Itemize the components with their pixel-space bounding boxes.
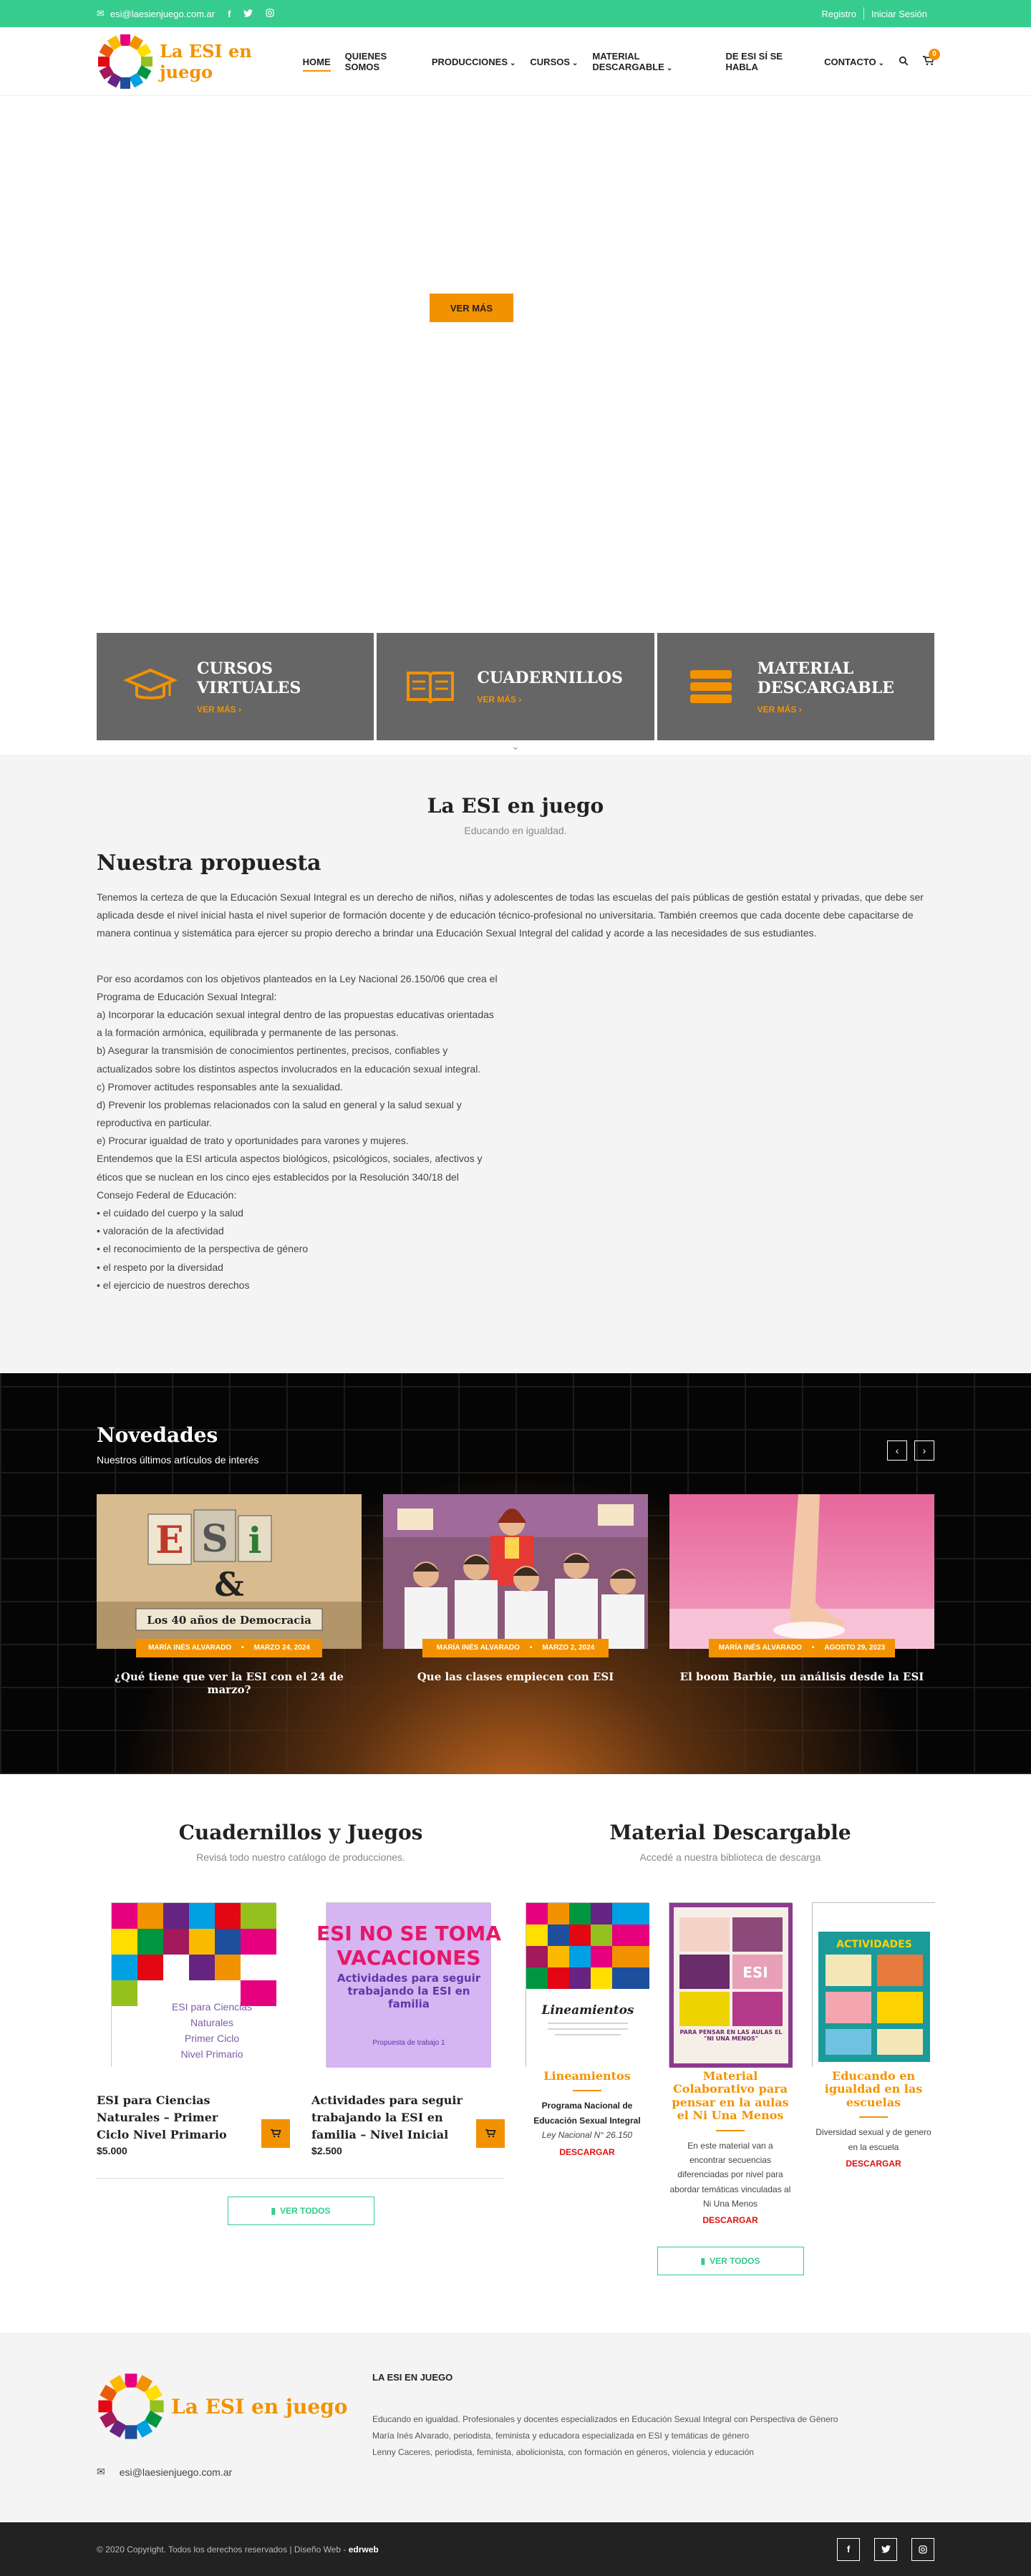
post-title[interactable]: ¿Qué tiene que ver la ESI con el 24 de marzo? <box>115 1670 344 1696</box>
puzzle-flower-logo-icon <box>97 2372 165 2441</box>
download-title[interactable]: Lineamientos <box>543 2068 631 2083</box>
search-icon[interactable] <box>899 56 909 68</box>
bullet: • <box>529 1644 533 1652</box>
hero-slider <box>0 96 1031 296</box>
footer-line: Educando en igualdad. Profesionales y docentes especializados en Educación Sexual Integral con Perspectiva de Género <box>372 2414 838 2425</box>
nav-producciones[interactable]: PRODUCCIONES ⌄ <box>431 56 516 67</box>
post-title[interactable]: Que las clases empiecen con ESI <box>417 1670 614 1683</box>
copyright-bar <box>0 2522 1031 2576</box>
divider <box>97 2178 505 2179</box>
post-title[interactable]: El boom Barbie, un análisis desde la ESI <box>679 1670 924 1683</box>
downloads-column <box>526 1821 934 2276</box>
nav-quienes-somos[interactable]: QUIENES SOMOS <box>344 51 387 72</box>
about-subtitle: Educando en igualdad. <box>464 825 567 836</box>
download-button[interactable]: DESCARGAR <box>846 2158 901 2169</box>
chevron-down-icon: ⌄ <box>878 59 884 67</box>
feature-more-link[interactable]: VER MÁS › <box>197 704 242 715</box>
shop-subtitle: Revisá todo nuestro catálogo de producciones. <box>196 1851 405 1863</box>
copyright-text: © 2020 Copyright. Todos los derechos reservados | Diseño Web - edrweb <box>97 2544 379 2555</box>
feature-more-link[interactable]: VER MÁS › <box>757 704 802 715</box>
shop-column <box>97 1821 505 2276</box>
download-button[interactable]: DESCARGAR <box>559 2146 615 2157</box>
post-image <box>97 1494 362 1649</box>
post-meta: MARÍA INÉS ALVARADO • MARZO 24, 2024 <box>136 1639 322 1657</box>
stack-icon <box>686 667 736 706</box>
feature-title: CURSOS VIRTUALES <box>197 659 301 697</box>
products-section <box>0 1774 1031 2333</box>
footer-text <box>372 2411 934 2460</box>
add-to-cart-button[interactable] <box>476 2119 505 2148</box>
download-button[interactable]: DESCARGAR <box>702 2215 758 2226</box>
footer-logo[interactable]: La ESI en juego <box>97 2372 372 2441</box>
footer-line: Lenny Caceres, periodista, feminista, abolicionista, con formación en géneros, violencia y educación <box>372 2447 754 2458</box>
nav-contacto[interactable]: CONTACTO ⌄ <box>824 56 884 67</box>
feature-title: MATERIAL DESCARGABLE <box>757 659 894 697</box>
nav-material-descargable[interactable]: MATERIAL DESCARGABLE ⌄ <box>592 51 673 72</box>
envelope-icon: ✉ <box>97 8 105 19</box>
download-image <box>526 1902 649 2067</box>
download-card[interactable] <box>669 1902 792 2226</box>
post-meta: MARÍA INÉS ALVARADO • MARZO 2, 2024 <box>422 1639 609 1657</box>
svg-text:VACACIONES: VACACIONES <box>337 1945 481 1970</box>
graduation-cap-icon <box>125 667 175 706</box>
shop-ver-todos-button[interactable]: ▮ VER TODOS <box>228 2197 374 2225</box>
footer-email[interactable]: ✉ esi@laesienjuego.com.ar <box>97 2466 233 2478</box>
next-arrow-icon[interactable]: › <box>914 1440 934 1461</box>
download-image <box>812 1902 935 2067</box>
product-image: ESI NO SE TOMA VACACIONES Actividades para seguir trabajando la ESI en familia Propuesta de trabajo 1 <box>326 1902 490 2067</box>
cart-icon <box>271 2129 281 2138</box>
news-section <box>0 1373 1031 1774</box>
list-item: Por eso acordamos con los objetivos planteados en la Ley Nacional 26.150/06 que crea el Programa de Educación Sexual Integral: <box>97 972 498 1002</box>
chevron-down-icon: ⌄ <box>666 64 673 72</box>
product-card[interactable] <box>311 1902 505 2156</box>
divider <box>859 2116 888 2118</box>
cart-icon <box>485 2129 495 2138</box>
download-description: Programa Nacional de Educación Sexual Integral Ley Nacional N° 26.150 <box>533 2101 641 2141</box>
news-card[interactable] <box>383 1494 648 1696</box>
download-title[interactable]: Material Colaborativo para pensar en la aulas el Ni Una Menos <box>672 2068 789 2123</box>
cart-count-badge: 0 <box>929 49 940 60</box>
svg-text:E: E <box>155 1518 184 1562</box>
download-image: ESI PARA PENSAR EN LAS AULAS EL "NI UNA MENOS" <box>669 1902 792 2067</box>
downloads-ver-todos-button[interactable]: ▮ VER TODOS <box>657 2247 804 2275</box>
prev-arrow-icon[interactable]: ‹ <box>887 1440 907 1461</box>
twitter-icon[interactable] <box>874 2538 897 2561</box>
svg-text:Naturales: Naturales <box>190 2016 233 2028</box>
svg-text:Nivel Primario: Nivel Primario <box>180 2048 243 2060</box>
top-email[interactable]: ✉ esi@laesienjuego.com.ar <box>97 8 216 19</box>
nav-cursos[interactable]: CURSOS ⌄ <box>530 56 579 67</box>
news-card[interactable] <box>97 1494 362 1696</box>
downloads-title: Material Descargable <box>609 1820 851 1844</box>
instagram-icon[interactable] <box>266 9 274 19</box>
instagram-icon[interactable] <box>911 2538 934 2561</box>
shop-title: Cuadernillos y Juegos <box>178 1820 423 1844</box>
list-item: a) Incorporar la educación sexual integral dentro de las propuestas educativas orientadas a la formación armónica, equilibrada y permanente de las personas. <box>97 1008 494 1039</box>
list-item: • el ejercicio de nuestros derechos <box>97 1279 250 1291</box>
main-nav <box>303 47 934 77</box>
scroll-down-icon[interactable]: ⌄ <box>0 740 1031 755</box>
list-item: b) Asegurar la transmisión de conocimientos pertinentes, precisos, confiables y actualizados sobre los distintos aspectos involucrados en la educación sexual integral. <box>97 1045 481 1075</box>
site-footer <box>0 2333 1031 2522</box>
downloads-subtitle: Accedé a nuestra biblioteca de descarga <box>639 1851 821 1863</box>
chevron-down-icon: ⌄ <box>572 59 579 67</box>
list-item: e) Procurar igualdad de trato y oportunidades para varones y mujeres. <box>97 1135 409 1147</box>
login-link[interactable]: Iniciar Sesión <box>871 8 927 19</box>
product-image <box>111 1902 276 2067</box>
envelope-icon: ✉ <box>97 2466 105 2478</box>
download-title[interactable]: Educando en igualdad en las escuelas <box>824 2068 923 2109</box>
bullet: • <box>811 1644 815 1652</box>
puzzle-flower-logo-icon <box>97 33 154 90</box>
download-card[interactable] <box>812 1902 935 2226</box>
svg-text:ESI: ESI <box>742 1963 768 1981</box>
news-subtitle: Nuestros últimos artículos de interés <box>97 1453 259 1466</box>
feature-cursos-virtuales[interactable] <box>97 633 374 740</box>
list-item: d) Prevenir los problemas relacionados con la salud en general y la salud sexual y reproductiva en particular. <box>97 1098 462 1129</box>
feature-more-link[interactable]: VER MÁS › <box>477 694 522 704</box>
svg-text:&: & <box>214 1564 244 1604</box>
credit-link[interactable]: edrweb <box>348 2544 379 2555</box>
hero-spacer <box>0 296 1031 633</box>
divider <box>573 2090 601 2091</box>
add-to-cart-button[interactable] <box>261 2119 290 2148</box>
nav-home[interactable]: HOME <box>303 52 331 72</box>
post-image <box>669 1494 934 1649</box>
svg-text:Propuesta de trabajo 1: Propuesta de trabajo 1 <box>372 2038 445 2047</box>
list-item: • el respeto por la diversidad <box>97 1261 223 1273</box>
list-item: • el cuidado del cuerpo y la salud <box>97 1207 243 1219</box>
divider <box>716 2130 745 2131</box>
list-item: • el reconocimiento de la perspectiva de género <box>97 1243 309 1255</box>
svg-text:ACTIVIDADES: ACTIVIDADES <box>836 1938 912 1950</box>
bullet: • <box>241 1644 244 1652</box>
feature-title: CUADERNILLOS <box>477 669 623 688</box>
download-description: Diversidad sexual y de genero en la escuela <box>815 2127 931 2152</box>
chevron-right-icon: › <box>518 694 522 704</box>
svg-text:Primer Ciclo: Primer Ciclo <box>184 2032 240 2044</box>
product-price: $2.500 <box>311 2144 342 2156</box>
news-title: Novedades <box>97 1423 218 1447</box>
twitter-icon[interactable] <box>243 9 253 19</box>
svg-text:Lineamientos: Lineamientos <box>541 2003 634 2018</box>
feature-material-descargable[interactable] <box>657 633 934 740</box>
propuesta-paragraph: Tenemos la certeza de que la Educación Sexual Integral es un derecho de niños, niñas y adolescentes de todas las escuelas del país públicas de gestión estatal y privadas, que debe ser aplicada desde el nivel inicial hasta el nivel superior de formación docente y de educación técnico-profesional no universitaria. También creemos que cada docente debe capacitarse de manera continua y sistemática para ejercer su propio derecho a brindar una Educación Sexual Integral del calidad y acorde a las necesidades de sus estudiantes. <box>97 891 924 939</box>
product-card[interactable] <box>97 1902 290 2156</box>
chevron-right-icon: › <box>238 704 242 715</box>
feature-boxes <box>97 633 934 740</box>
site-logo[interactable]: La ESI en juego <box>97 33 303 90</box>
download-description: En este material van a encontrar secuencias diferenciadas por nivel para abordar temáticas vinculadas al Ni Una Menos <box>669 2140 791 2209</box>
list-item: • valoración de la afectividad <box>97 1225 224 1237</box>
propuesta-heading: Nuestra propuesta <box>97 851 321 876</box>
hero-cta-button[interactable]: VER MÁS <box>430 294 513 322</box>
book-icon: ▮ <box>271 2205 276 2216</box>
download-card[interactable] <box>526 1902 649 2226</box>
list-item: Entendemos que la ESI articula aspectos biológicos, psicológicos, sociales, afectivos y éticos que se nuclean en los cinco ejes establecidos por la Resolución 340/18 del Consejo Federal de Educación: <box>97 1153 483 1201</box>
facebook-icon[interactable]: f <box>837 2538 860 2561</box>
footer-heading: LA ESI EN JUEGO <box>372 2372 453 2383</box>
footer-line: María Inés Alvarado, periodista, feminista y educadora especializada en ESI y temáticas de género <box>372 2431 750 2441</box>
svg-text:Los 40 años de Democracia: Los 40 años de Democracia <box>147 1613 311 1627</box>
svg-text:ESI NO SE TOMA: ESI NO SE TOMA <box>316 1921 501 1945</box>
post-meta: MARÍA INÉS ALVARADO • AGOSTO 29, 2023 <box>709 1639 895 1657</box>
site-header <box>0 27 1031 96</box>
nav-de-esi-si-se-habla[interactable]: DE ESI SÍ SE HABLA <box>725 51 783 72</box>
list-item: c) Promover actitudes responsables ante la sexualidad. <box>97 1080 343 1093</box>
post-image <box>383 1494 648 1649</box>
feature-cuadernillos[interactable] <box>377 633 654 740</box>
svg-text:S: S <box>201 1516 228 1561</box>
objectives-list <box>97 970 498 1294</box>
cart-button[interactable] <box>923 50 936 68</box>
product-name[interactable]: ESI para Ciencias Naturales – Primer Ciclo Nivel Primario <box>97 2093 227 2141</box>
product-price: $5.000 <box>97 2144 127 2156</box>
about-title: La ESI en juego <box>427 794 604 818</box>
book-icon: ▮ <box>700 2256 706 2267</box>
chevron-down-icon: ⌄ <box>510 59 516 67</box>
svg-text:i: i <box>248 1519 262 1561</box>
product-name[interactable]: Actividades para seguir trabajando la ESI en familia – Nivel Inicial <box>311 2093 463 2141</box>
chevron-right-icon: › <box>798 704 802 715</box>
register-link[interactable]: Registro <box>821 8 856 19</box>
facebook-icon[interactable]: f <box>228 8 231 19</box>
news-card[interactable] <box>669 1494 934 1696</box>
about-section <box>0 755 1031 1373</box>
book-icon <box>405 667 455 706</box>
svg-text:ESI para Ciencias: ESI para Ciencias <box>171 2000 253 2013</box>
top-bar <box>0 0 1031 27</box>
